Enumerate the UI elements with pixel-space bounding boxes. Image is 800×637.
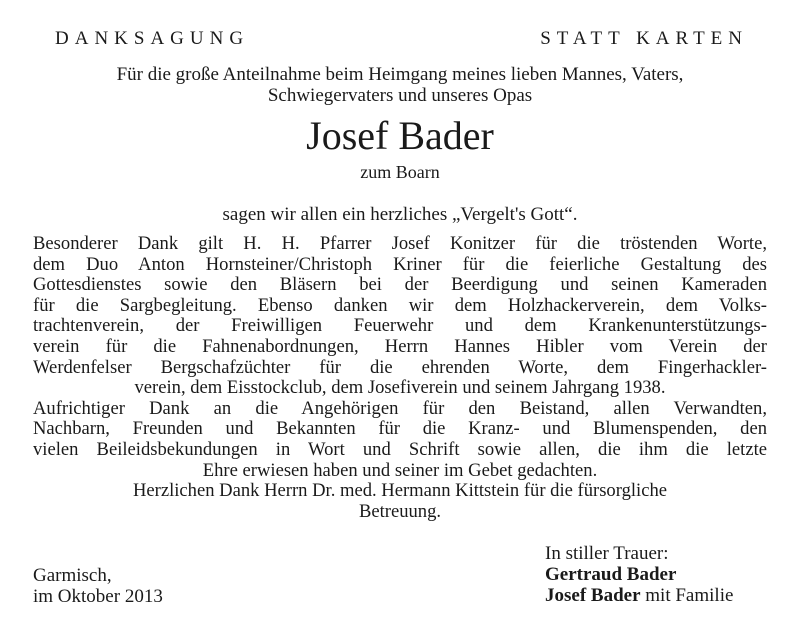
- body-line: Aufrichtiger Dank an die Angehörigen für den Beistand, allen Verwandten,: [33, 397, 767, 419]
- header-statt-karten: STATT KARTEN: [540, 28, 748, 49]
- mourner-name-1: Gertraud Bader: [545, 564, 677, 585]
- body-line: Ehre erwiesen haben und seiner im Gebet gedachten.: [202, 459, 598, 481]
- place-date: im Oktober 2013: [33, 586, 163, 607]
- mourner-line-2: [545, 585, 733, 606]
- body-line: für die Sargbegleitung. Ebenso danken wir dem Holzhackerverein, dem Volks-: [33, 294, 767, 316]
- body-line: Werdenfelser Bergschafzüchter für die ehrenden Worte, dem Fingerhackler-: [33, 356, 767, 378]
- header-line: [55, 28, 748, 50]
- intro-line-1: Für die große Anteilnahme beim Heimgang meines lieben Mannes, Vaters,: [116, 64, 684, 85]
- place-city: Garmisch,: [33, 565, 112, 586]
- header-danksagung: DANKSAGUNG: [55, 28, 250, 49]
- mourner-name-2-suffix: mit Familie: [640, 585, 734, 606]
- thanks-line: sagen wir allen ein herzliches „Vergelt's Gott“.: [222, 204, 578, 225]
- mourners-block: [545, 543, 733, 606]
- intro-text: [30, 64, 770, 106]
- body-text: [33, 234, 767, 522]
- body-line: dem Duo Anton Hornsteiner/Christoph Kriner für die feierliche Gestaltung des: [33, 253, 767, 275]
- body-line: trachtenverein, der Freiwilligen Feuerwehr und dem Krankenunterstützungs-: [33, 315, 767, 337]
- body-line: Besonderer Dank gilt H. H. Pfarrer Josef Konitzer für die tröstenden Worte,: [33, 233, 767, 254]
- body-line: verein, dem Eisstockclub, dem Josefiverein und seinem Jahrgang 1938.: [134, 377, 666, 399]
- body-line: vielen Beileidsbekundungen in Wort und Schrift sowie allen, die ihm die letzte: [33, 438, 767, 460]
- intro-line-2: Schwiegervaters und unseres Opas: [267, 85, 533, 106]
- mourner-name-2: Josef Bader: [545, 585, 641, 606]
- body-line: Nachbarn, Freunden und Bekannten für die Kranz- und Blumenspenden, den: [33, 418, 767, 440]
- body-line: Gottesdienstes sowie den Bläsern bei der Beerdigung und seinen Kameraden: [33, 274, 767, 296]
- body-line: verein für die Fahnenabordnungen, Herrn Hannes Hibler vom Verein der: [33, 335, 767, 357]
- deceased-nickname: zum Boarn: [360, 162, 440, 182]
- body-line: Herzlichen Dank Herrn Dr. med. Hermann Kittstein für die fürsorgliche: [132, 480, 668, 502]
- deceased-name: Josef Bader: [306, 113, 494, 158]
- place-and-date: [33, 565, 163, 607]
- body-line: Betreuung.: [358, 500, 442, 522]
- mourners-intro: In stiller Trauer:: [545, 543, 669, 564]
